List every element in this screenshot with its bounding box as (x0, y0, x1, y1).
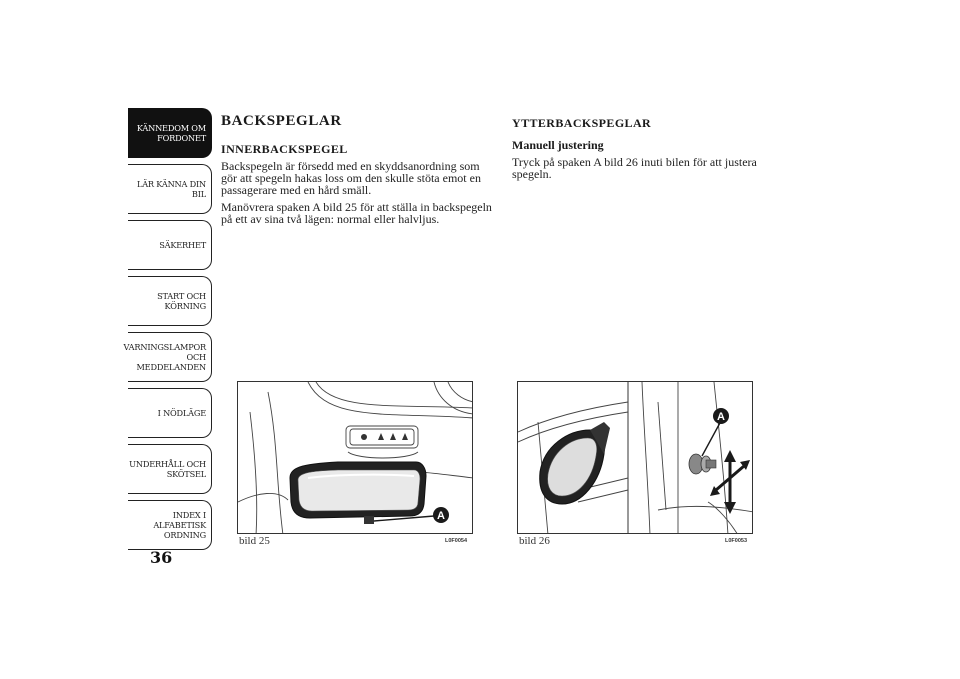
tab-varningslampor[interactable]: VARNINGSLAMPOR OCH MEDDELANDEN (128, 332, 212, 382)
tab-i-nodlage[interactable]: I NÖDLÄGE (128, 388, 212, 438)
paragraph: Manövrera spaken A bild 25 för att ställa in backspegeln på ett av sina två lägen: normal eller halvljus. (221, 200, 492, 226)
tab-sakerhet[interactable]: SÄKERHET (128, 220, 212, 270)
tab-lar-kanna-din-bil[interactable]: LÄR KÄNNA DIN BIL (128, 164, 212, 214)
overhead-buttons (361, 433, 408, 440)
mirror (290, 462, 426, 524)
subsection-title: YTTERBACKSPEGLAR (512, 116, 652, 130)
figure-code: L0F0053 (725, 538, 748, 544)
tab-index[interactable]: INDEX I ALFABETISK ORDNING (128, 500, 212, 550)
tab-start-och-korning[interactable]: START OCH KÖRNING (128, 276, 212, 326)
direction-arrows-icon (710, 450, 750, 514)
page-number: 36 (150, 548, 173, 567)
figure-interior-mirror (237, 381, 473, 534)
heading: Manuell justering (512, 138, 604, 152)
callout-a (702, 408, 729, 456)
paragraph: Backspegeln är försedd med en skyddsanordning som gör att spegeln hakas loss om den skulle stöta emot en passagerare med en hård smäll. (221, 159, 481, 197)
tab-kannedom-om-fordonet[interactable]: KÄNNEDOM OM FORDONET (128, 108, 212, 158)
right-column (512, 113, 762, 185)
left-column (221, 113, 493, 230)
callout-label: A (437, 510, 445, 522)
subsection-title: INNERBACKSPEGEL (221, 142, 348, 156)
exterior-mirror (540, 422, 610, 504)
exterior-mirror-illustration (518, 382, 753, 534)
figure-caption: bild 25 (239, 535, 270, 547)
section-title: BACKSPEGLAR (221, 113, 342, 129)
tab-underhall-och-skotsel[interactable]: UNDERHÅLL OCH SKÖTSEL (128, 444, 212, 494)
adjustment-lever (689, 454, 716, 474)
callout-label: A (717, 411, 725, 423)
paragraph: Tryck på spaken A bild 26 inuti bilen för att justera spegeln. (512, 155, 757, 181)
figure-caption: bild 26 (519, 535, 550, 547)
figure-exterior-mirror (517, 381, 753, 534)
figure-code: L0F0054 (445, 538, 468, 544)
interior-mirror-illustration (238, 382, 473, 534)
